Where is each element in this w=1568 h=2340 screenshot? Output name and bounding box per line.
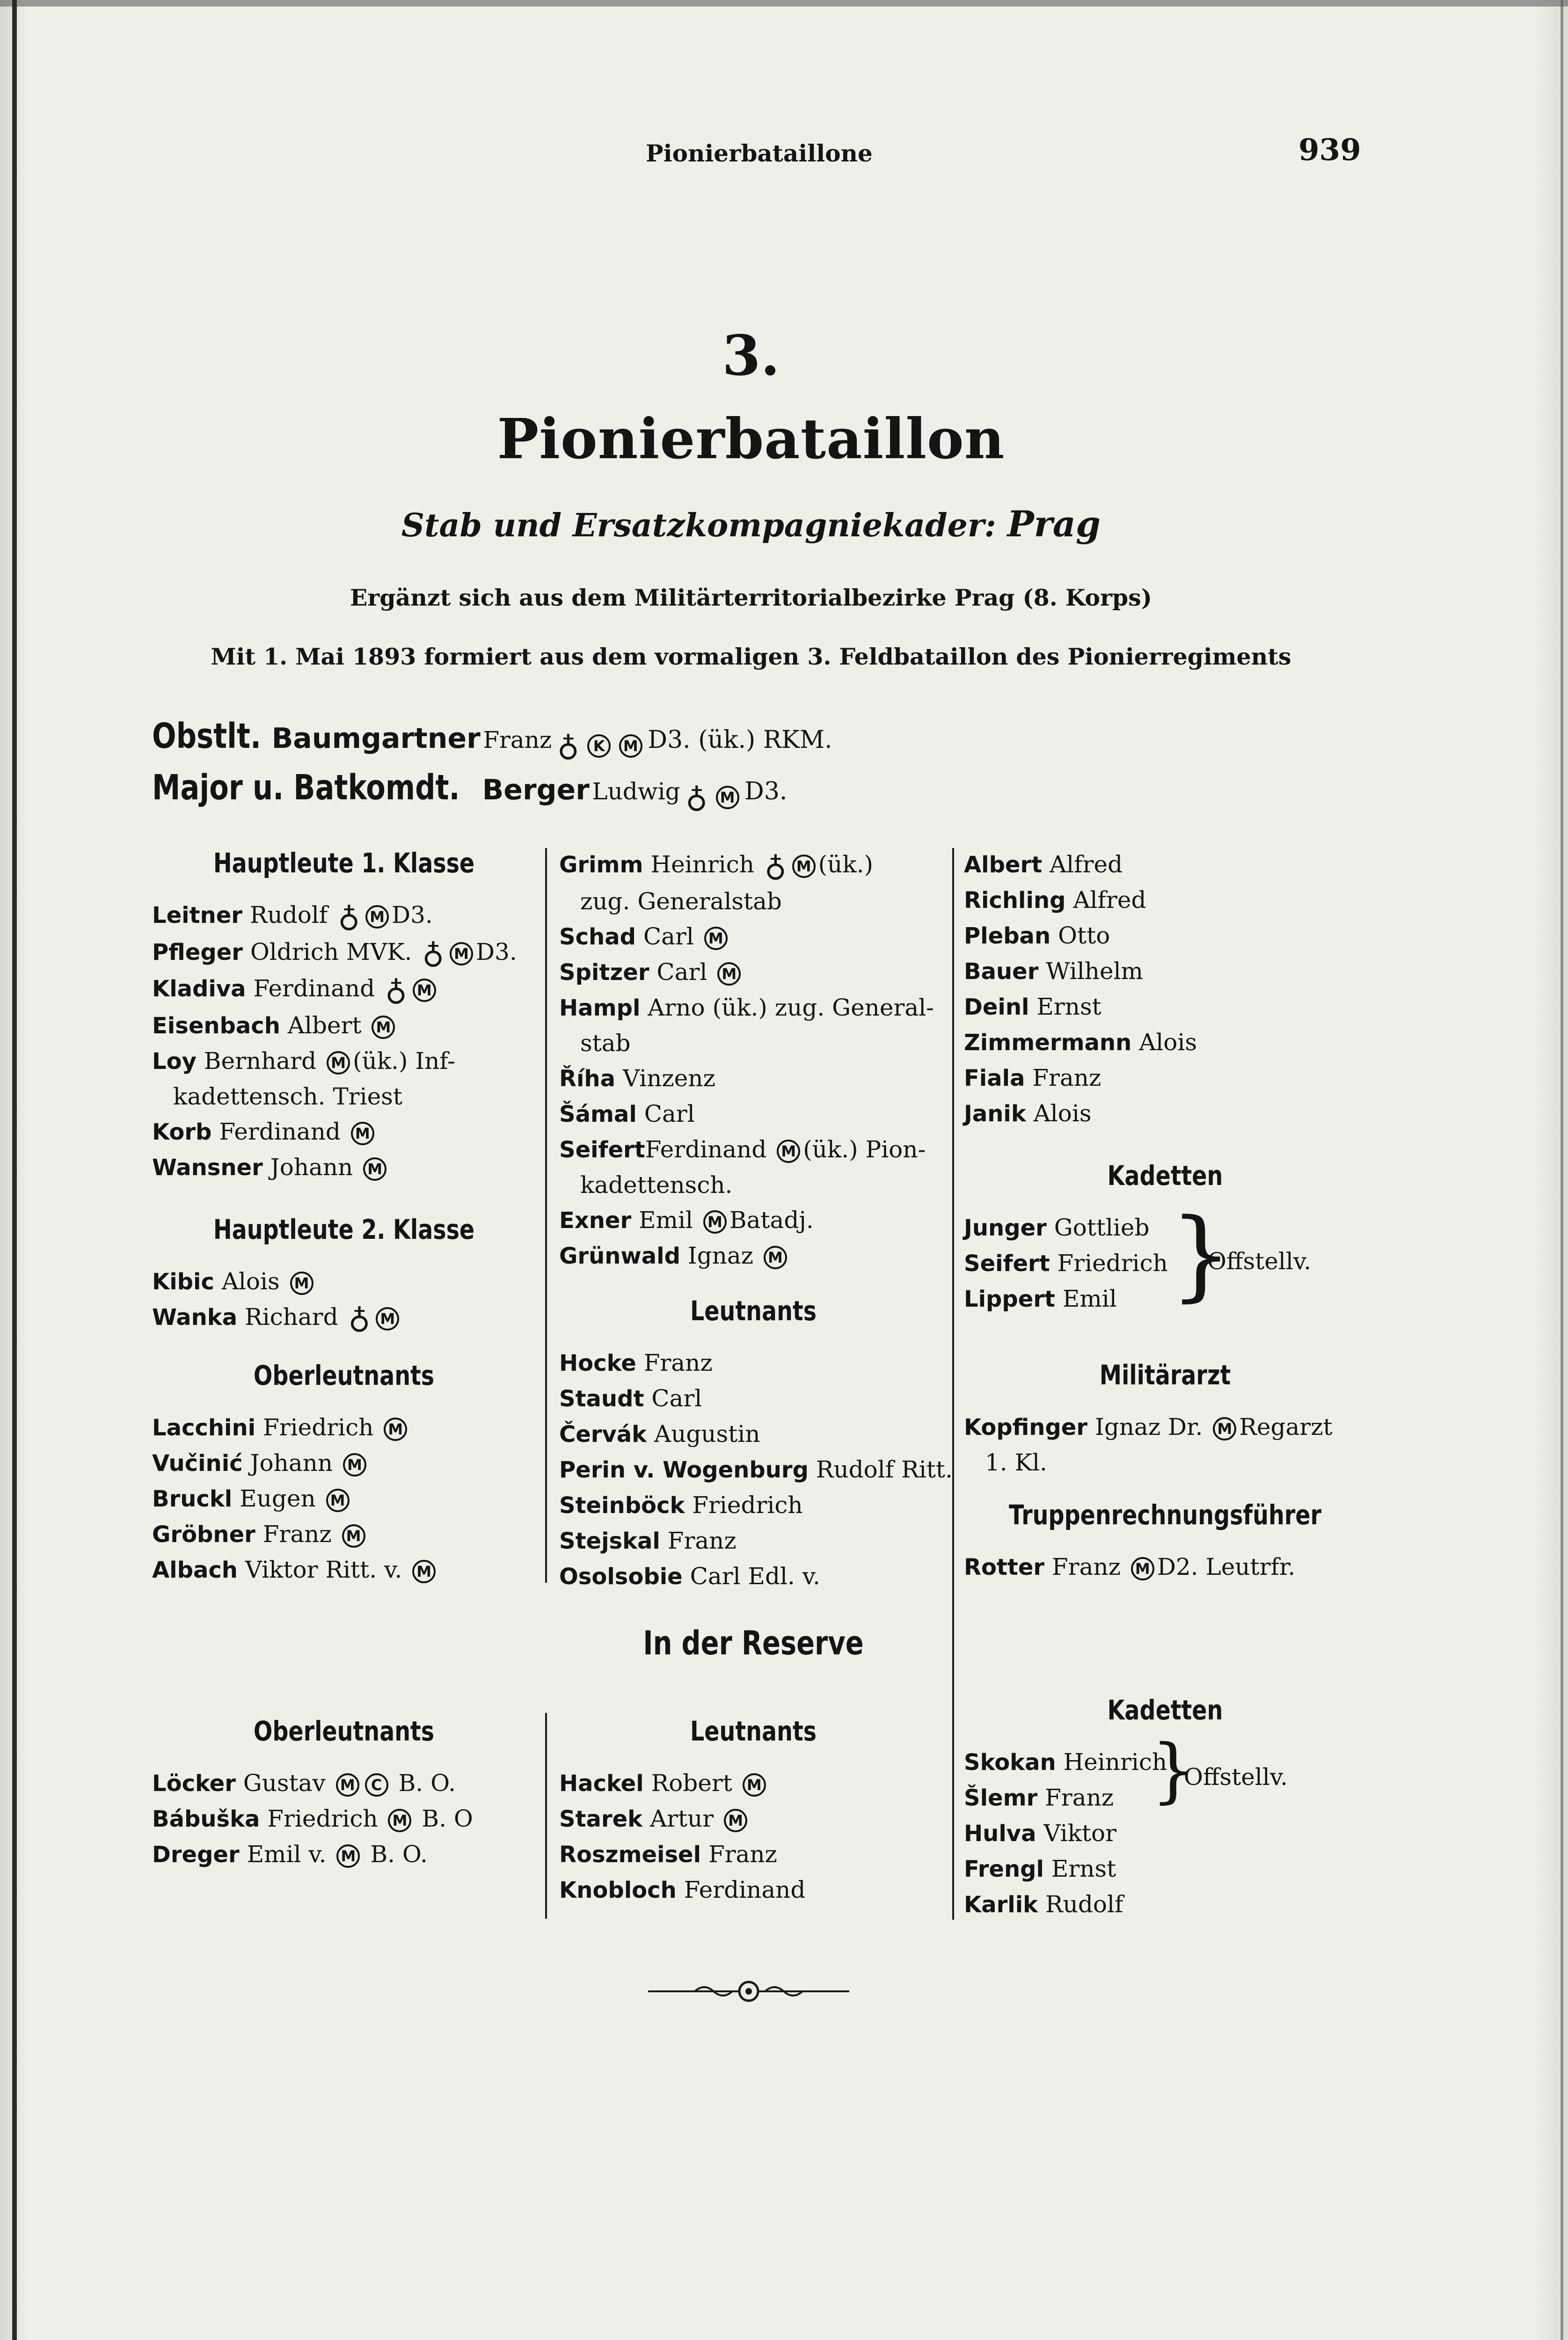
m-decoration-icon: M bbox=[792, 855, 816, 878]
list-item: Perin v. Wogenburg Rudolf Ritt. bbox=[559, 1455, 953, 1483]
list-item-continuation: kadettensch. Triest bbox=[173, 1082, 402, 1110]
reserve-heading: In der Reserve bbox=[643, 1624, 864, 1662]
list-item: Fiala Franz bbox=[964, 1064, 1101, 1091]
list-item: Vučinić Johann M bbox=[152, 1446, 536, 1481]
unit-title: Pionierbataillon bbox=[497, 406, 1005, 471]
m-decoration-icon: M bbox=[388, 1809, 411, 1832]
subtitle-prefix: Stab und Ersatzkompagniekader: bbox=[401, 507, 996, 544]
m-decoration-icon: M bbox=[777, 1140, 800, 1163]
list-item: Bauer Wilhelm bbox=[964, 958, 1143, 985]
m-decoration-icon: M bbox=[450, 942, 473, 965]
m-decoration-icon: M bbox=[703, 1210, 727, 1234]
m-decoration-icon: M bbox=[327, 1051, 350, 1075]
list-item: Staudt Carl bbox=[559, 1384, 702, 1412]
subtitle-city: Prag bbox=[1007, 503, 1101, 545]
m-decoration-icon: M bbox=[1131, 1557, 1154, 1580]
list-item: Wanka Richard ♁ M bbox=[152, 1300, 536, 1337]
list-item: Frengl Ernst bbox=[964, 1855, 1116, 1882]
commander-given: Ludwig bbox=[592, 778, 680, 805]
section-heading: Hauptleute 2. Klasse bbox=[213, 1213, 475, 1245]
list-item: Skokan Heinrich bbox=[964, 1748, 1167, 1776]
unit-number: 3. bbox=[722, 323, 780, 388]
commander-surname: Baumgartner bbox=[271, 722, 481, 755]
m-decoration-icon: M bbox=[351, 1122, 374, 1145]
list-item: Eisenbach Albert M bbox=[152, 1008, 536, 1044]
m-decoration-icon: M bbox=[724, 1809, 747, 1832]
column-3 bbox=[964, 847, 1366, 1585]
section-heading: Oberleutnants bbox=[253, 1715, 435, 1747]
column-3-reserve bbox=[964, 1694, 1366, 1923]
brace-label: Offstellv. bbox=[1207, 1248, 1312, 1275]
ornament-divider bbox=[648, 1980, 849, 2003]
c-decoration-icon: C bbox=[365, 1773, 388, 1797]
cross-icon: ♁ bbox=[764, 848, 787, 884]
list-item: Albert Alfred bbox=[964, 851, 1123, 878]
list-item: Seifert Friedrich bbox=[964, 1250, 1168, 1277]
list-item: Šámal Carl bbox=[559, 1100, 695, 1127]
list-item: Hampl Arno (ük.) zug. General- bbox=[559, 994, 934, 1021]
cross-icon: ♁ bbox=[686, 780, 707, 815]
list-item: Starek Artur M bbox=[559, 1801, 948, 1837]
formation-note: Mit 1. Mai 1893 formiert aus dem vormaligen 3. Feldbataillon des Pionierregiments bbox=[211, 643, 1291, 670]
list-item: Lippert Emil bbox=[964, 1285, 1117, 1312]
brace-glyph: } bbox=[1170, 1197, 1233, 1312]
scan-edge-top bbox=[0, 0, 1568, 7]
m-decoration-icon: M bbox=[619, 734, 642, 758]
list-item-continuation: zug. Generalstab bbox=[580, 887, 782, 915]
list-item: Kopfinger Ignaz Dr. M Regarzt bbox=[964, 1413, 1333, 1441]
commander-surname: Berger bbox=[482, 774, 590, 806]
commander-line-1 bbox=[152, 716, 832, 763]
list-item: Albach Viktor Ritt. v. M bbox=[152, 1552, 536, 1588]
page-number: 939 bbox=[1298, 132, 1361, 168]
list-item: Dreger Emil v. M B. O. bbox=[152, 1841, 428, 1868]
column-rule bbox=[952, 848, 954, 1920]
m-decoration-icon: M bbox=[764, 1246, 787, 1269]
list-item: Pleban Otto bbox=[964, 922, 1110, 949]
section-heading: Truppenrechnungsführer bbox=[1008, 1499, 1321, 1531]
list-item: Hulva Viktor bbox=[964, 1820, 1117, 1847]
list-item: Grünwald Ignaz M bbox=[559, 1238, 948, 1274]
list-item: Karlik Rudolf bbox=[964, 1891, 1123, 1918]
list-item: Wansner Johann M bbox=[152, 1150, 536, 1185]
list-item: Junger Gottlieb bbox=[964, 1214, 1150, 1241]
list-item: Loy Bernhard M (ük.) Inf- bbox=[152, 1047, 455, 1075]
list-item: Stejskal Franz bbox=[559, 1527, 737, 1554]
column-1 bbox=[152, 847, 536, 1588]
section-heading: Hauptleute 1. Klasse bbox=[213, 847, 475, 879]
m-decoration-icon: M bbox=[365, 905, 389, 929]
list-item: Roszmeisel Franz bbox=[559, 1841, 777, 1868]
section-heading: Leutnants bbox=[690, 1715, 817, 1747]
m-decoration-icon: M bbox=[290, 1272, 314, 1295]
list-item: Říha Vinzenz bbox=[559, 1064, 715, 1092]
column-2-reserve bbox=[559, 1715, 948, 1908]
bracket-group bbox=[964, 1197, 1366, 1317]
cross-icon: ♁ bbox=[557, 728, 579, 763]
list-item-continuation: stab bbox=[580, 1029, 631, 1057]
section-heading: Oberleutnants bbox=[253, 1360, 435, 1391]
column-2 bbox=[559, 847, 953, 1594]
list-item: Gröbner Franz M bbox=[152, 1517, 536, 1552]
list-item: Kladiva Ferdinand ♁ M bbox=[152, 971, 536, 1008]
brace-label: Offstellv. bbox=[1184, 1763, 1288, 1791]
column-1-reserve bbox=[152, 1715, 536, 1872]
m-decoration-icon: M bbox=[363, 1157, 387, 1181]
list-item: Knobloch Ferdinand bbox=[559, 1876, 806, 1903]
m-decoration-icon: M bbox=[336, 1773, 359, 1797]
list-item: Červák Augustin bbox=[559, 1420, 760, 1448]
recruitment-note: Ergänzt sich aus dem Militärterritorialbezirke Prag (8. Korps) bbox=[350, 584, 1152, 611]
list-item: Leitner Rudolf ♁ M D3. bbox=[152, 899, 433, 934]
m-decoration-icon: M bbox=[336, 1844, 360, 1868]
list-item: Lacchini Friedrich M bbox=[152, 1410, 536, 1446]
commander-honors: D3. (ük.) RKM. bbox=[648, 726, 832, 754]
commander-given: Franz bbox=[483, 726, 552, 753]
k-decoration-icon: K bbox=[587, 734, 611, 758]
list-item: Schad Carl M bbox=[559, 919, 948, 955]
column-rule bbox=[545, 848, 547, 1583]
section-heading: Militärarzt bbox=[1099, 1359, 1231, 1391]
column-rule bbox=[545, 1713, 547, 1919]
m-decoration-icon: M bbox=[716, 786, 739, 809]
list-item: Korb Ferdinand M bbox=[152, 1114, 536, 1150]
cross-icon: ♁ bbox=[422, 936, 445, 971]
list-item: Pfleger Oldrich MVK. ♁ M D3. bbox=[152, 936, 517, 971]
section-heading: Leutnants bbox=[690, 1294, 817, 1327]
list-item: Osolsobie Carl Edl. v. bbox=[559, 1562, 820, 1590]
section-heading: Kadetten bbox=[1107, 1160, 1223, 1192]
list-item: Löcker Gustav M C B. O. bbox=[152, 1770, 456, 1797]
unit-subtitle bbox=[0, 503, 1502, 545]
m-decoration-icon: M bbox=[376, 1307, 399, 1331]
bracket-group bbox=[964, 1730, 1366, 1816]
m-decoration-icon: M bbox=[372, 1016, 395, 1039]
commander-honors: D3. bbox=[744, 777, 788, 805]
list-item: Janik Alois bbox=[964, 1100, 1092, 1127]
m-decoration-icon: M bbox=[413, 979, 436, 1002]
rank-label: Obstlt. bbox=[152, 716, 262, 756]
commander-line-2 bbox=[152, 768, 787, 815]
m-decoration-icon: M bbox=[342, 1524, 365, 1548]
list-item: Deinl Ernst bbox=[964, 993, 1101, 1020]
list-item: Rotter Franz M D2. Leutrfr. bbox=[964, 1553, 1296, 1580]
m-decoration-icon: M bbox=[704, 927, 728, 950]
rank-label: Major u. Batkomdt. bbox=[152, 768, 460, 808]
list-item: Zimmermann Alois bbox=[964, 1029, 1197, 1056]
list-item: Hocke Franz bbox=[559, 1349, 713, 1376]
list-item: Richling Alfred bbox=[964, 886, 1146, 914]
list-item: Hackel Robert M bbox=[559, 1766, 948, 1801]
cross-icon: ♁ bbox=[348, 1301, 371, 1336]
list-item: Grimm Heinrich ♁ M (ük.) bbox=[559, 848, 874, 884]
scan-edge-right bbox=[1561, 0, 1563, 2340]
m-decoration-icon: M bbox=[326, 1489, 350, 1512]
m-decoration-icon: M bbox=[412, 1560, 436, 1583]
list-item: Bruckl Eugen M bbox=[152, 1481, 536, 1517]
m-decoration-icon: M bbox=[743, 1773, 766, 1797]
running-title: Pionierbataillone bbox=[646, 139, 873, 167]
section-heading: Kadetten bbox=[1107, 1694, 1223, 1726]
list-item: Exner Emil M Batadj. bbox=[559, 1206, 814, 1234]
list-item: Steinböck Friedrich bbox=[559, 1491, 803, 1519]
list-item: Kibic Alois M bbox=[152, 1264, 536, 1300]
brace-glyph: } bbox=[1151, 1730, 1196, 1811]
m-decoration-icon: M bbox=[1213, 1417, 1236, 1441]
m-decoration-icon: M bbox=[717, 962, 741, 986]
list-item: Spitzer Carl M bbox=[559, 955, 948, 990]
list-item: Šlemr Franz bbox=[964, 1784, 1114, 1811]
list-item: Bábuška Friedrich M B. O bbox=[152, 1805, 473, 1832]
list-item-continuation: 1. Kl. bbox=[985, 1449, 1047, 1476]
list-item-continuation: kadettensch. bbox=[580, 1171, 733, 1199]
list-item: SeifertFerdinand M (ük.) Pion- bbox=[559, 1135, 926, 1163]
cross-icon: ♁ bbox=[338, 899, 360, 934]
m-decoration-icon: M bbox=[384, 1418, 407, 1441]
m-decoration-icon: M bbox=[343, 1453, 366, 1477]
cross-icon: ♁ bbox=[385, 973, 407, 1008]
